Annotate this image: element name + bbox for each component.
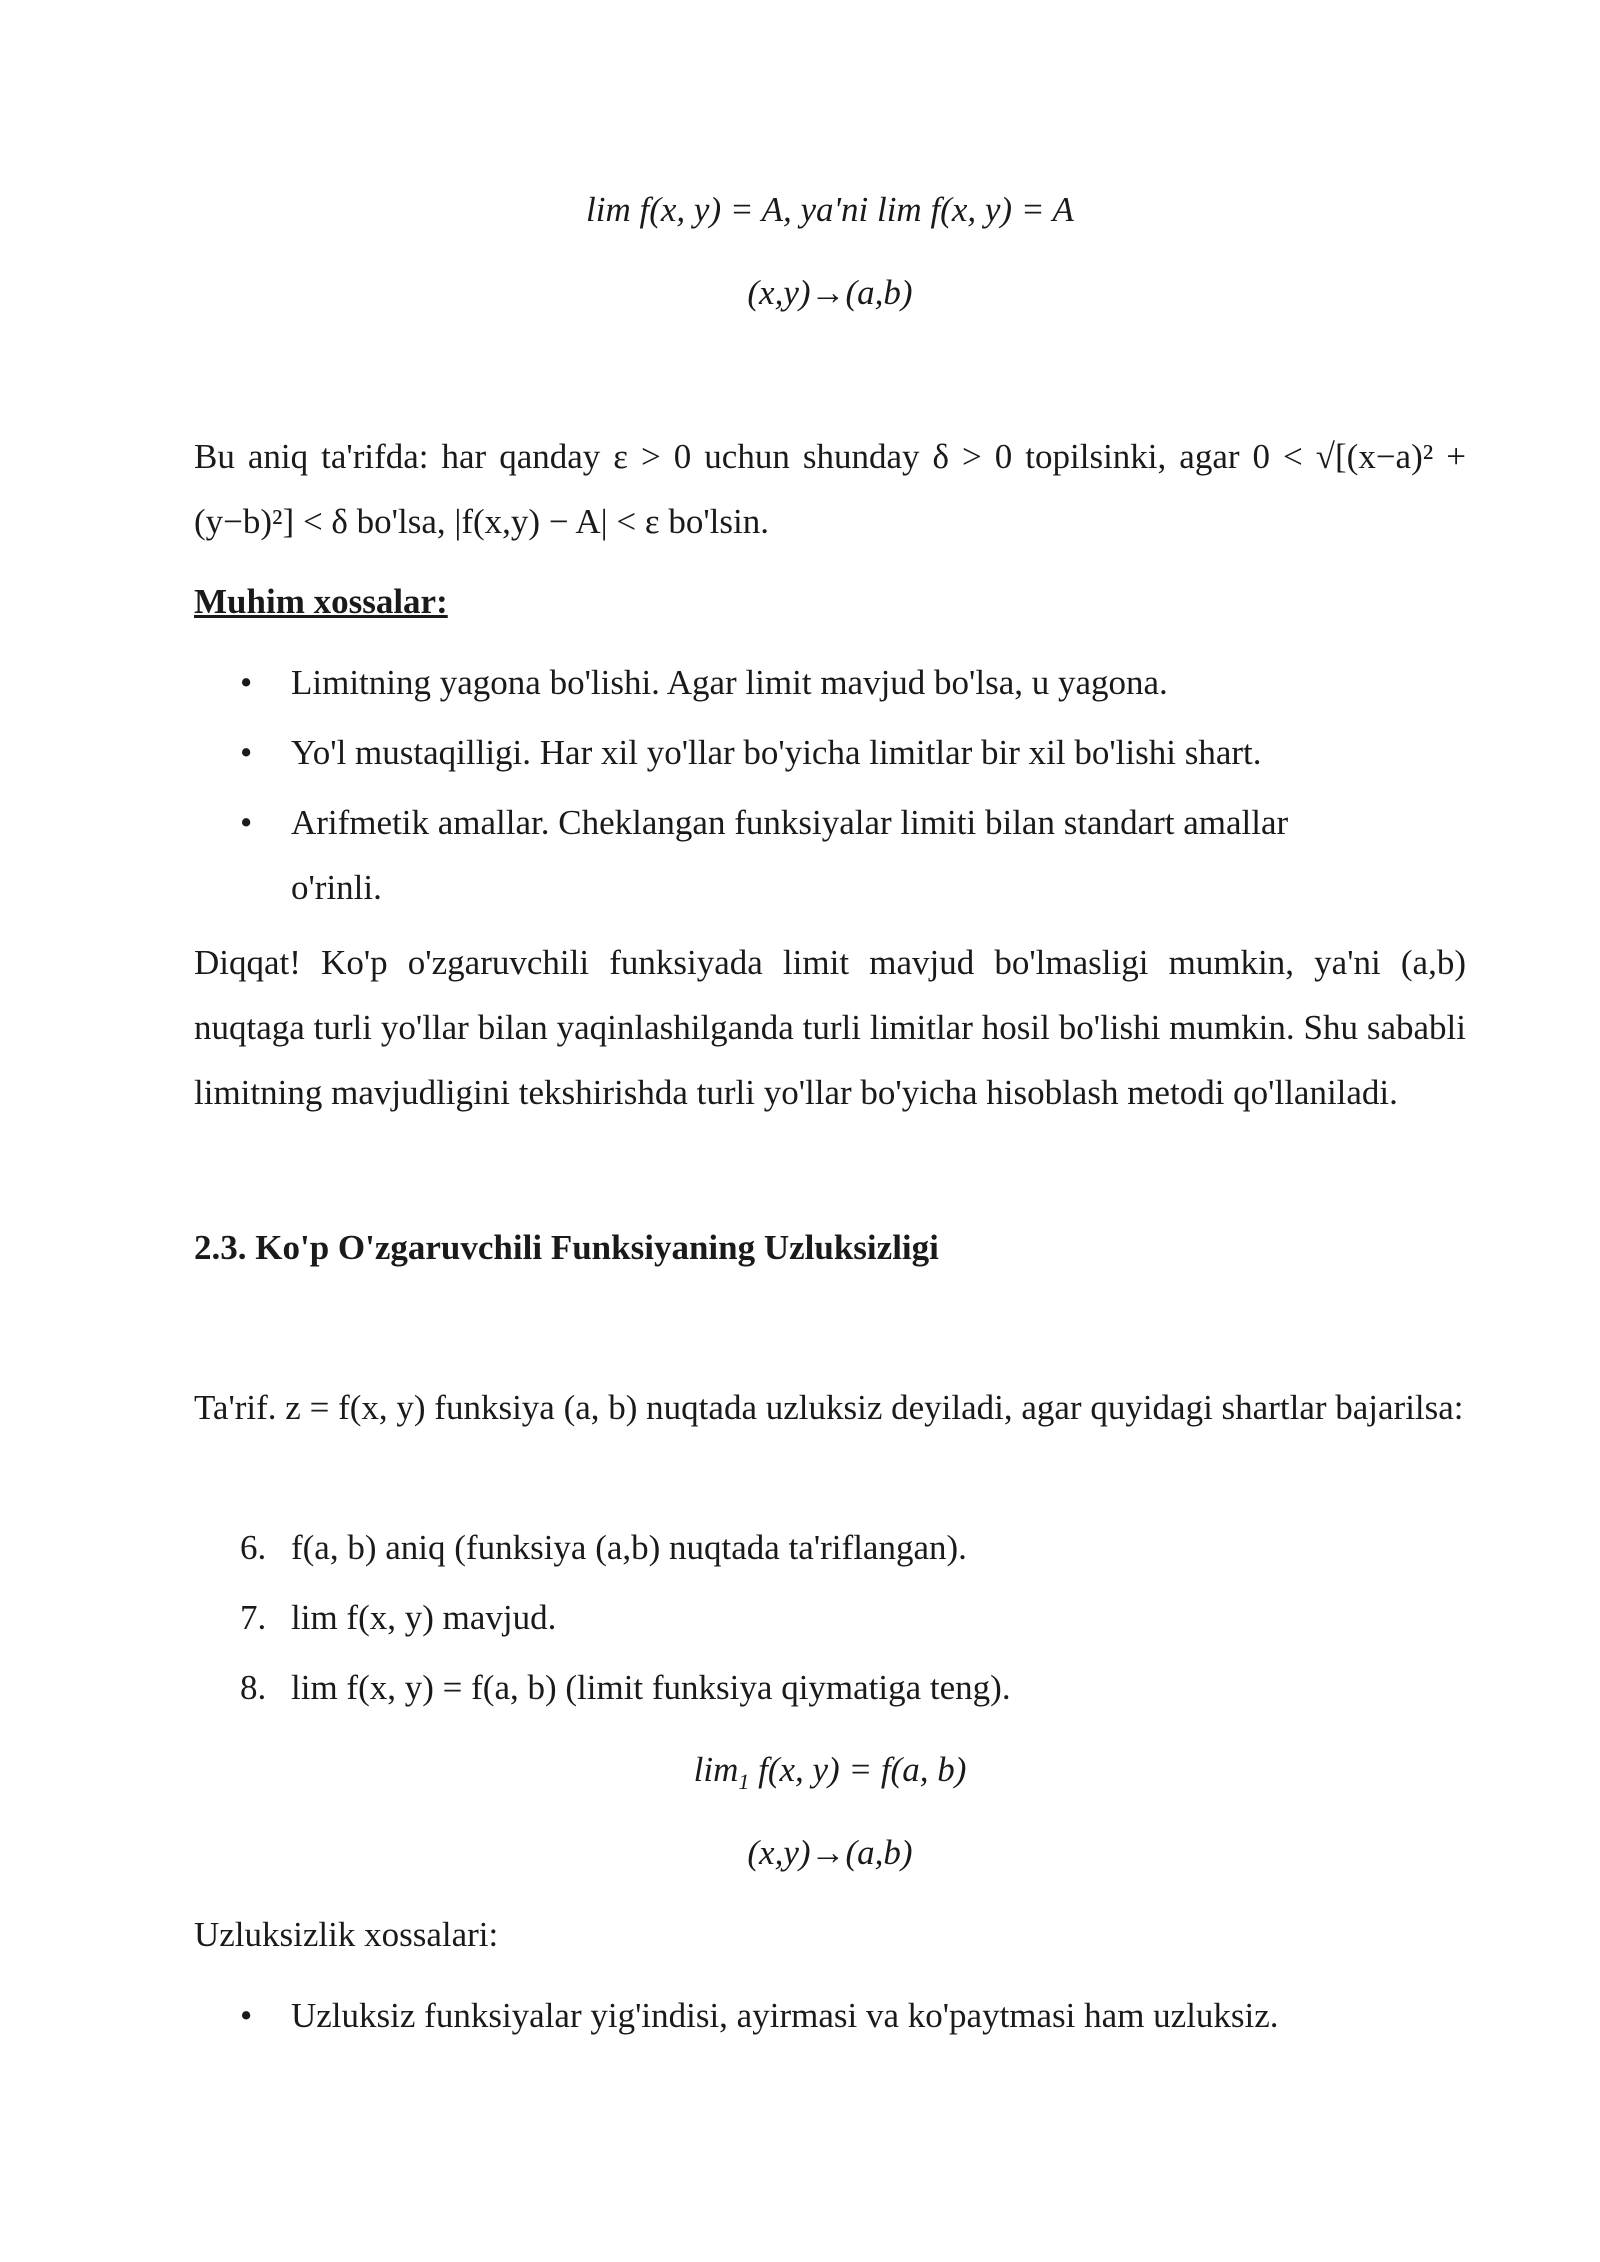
list-item-text: Limitning yagona bo'lishi. Agar limit mavjud bo'lsa, u yagona. <box>291 663 1168 702</box>
list-item-text: Yo'l mustaqilligi. Har xil yo'llar bo'yicha limitlar bir xil bo'lishi shart. <box>291 733 1262 772</box>
list-item-text: lim f(x, y) mavjud. <box>291 1598 557 1637</box>
list-number: 7. <box>240 1598 267 1637</box>
continuity-properties-heading: Uzluksizlik xossalari: <box>194 1915 499 1954</box>
lim-subscript: 1 <box>738 1769 750 1794</box>
bullet-marker: • <box>240 1996 253 2035</box>
list-item-text: Uzluksiz funksiyalar yig'indisi, ayirmasi va ko'paytmasi ham uzluksiz. <box>291 1996 1279 2035</box>
list-item-text: lim f(x, y) = f(a, b) (limit funksiya qiymatiga teng). <box>291 1668 1011 1707</box>
epsilon-delta-definition: Bu aniq ta'rifda: har qanday ε > 0 uchun shunday δ > 0 topilsinki, agar 0 < √[(x−a)² + (y−b)²] < δ bo'lsa, |f(x,y) − A| < ε bo'lsin. <box>194 437 1466 541</box>
limit-formula: lim f(x, y) = A, ya'ni lim f(x, y) = A <box>586 190 1074 229</box>
list-item-text: f(a, b) aniq (funksiya (a,b) nuqtada ta'riflangan). <box>291 1528 967 1567</box>
properties-heading: Muhim xossalar: <box>194 582 448 621</box>
continuity-formula <box>194 1750 1466 1795</box>
list-number: 8. <box>240 1668 267 1707</box>
continuity-formula-subscript: (x,y)→(a,b) <box>747 1833 913 1872</box>
limit-formula-subscript: (x,y)→(a,b) <box>747 273 913 312</box>
list-number: 6. <box>240 1528 267 1567</box>
warning-paragraph: Diqqat! Ko'p o'zgaruvchili funksiyada limit mavjud bo'lmasligi mumkin, ya'ni (a,b) nuqtaga turli yo'llar bilan yaqinlashilganda turli limitlar hosil bo'lishi mumkin. Shu sababli limitning mavjudligini tekshirishda turli yo'llar bo'yicha hisoblash metodi qo'llaniladi. <box>194 943 1466 1112</box>
bullet-marker: • <box>240 663 253 702</box>
continuity-definition: Ta'rif. z = f(x, y) funksiya (a, b) nuqtada uzluksiz deyiladi, agar quyidagi shartlar bajarilsa: <box>194 1388 1464 1427</box>
bullet-marker: • <box>240 803 253 842</box>
continuity-formula-rest: f(x, y) = f(a, b) <box>749 1750 967 1789</box>
list-item-text: Arifmetik amallar. Cheklangan funksiyalar limiti bilan standart amallar o'rinli. <box>291 803 1289 907</box>
lim-symbol: lim <box>693 1750 739 1789</box>
section-heading: 2.3. Ko'p O'zgaruvchili Funksiyaning Uzluksizligi <box>194 1228 939 1267</box>
bullet-marker: • <box>240 733 253 772</box>
